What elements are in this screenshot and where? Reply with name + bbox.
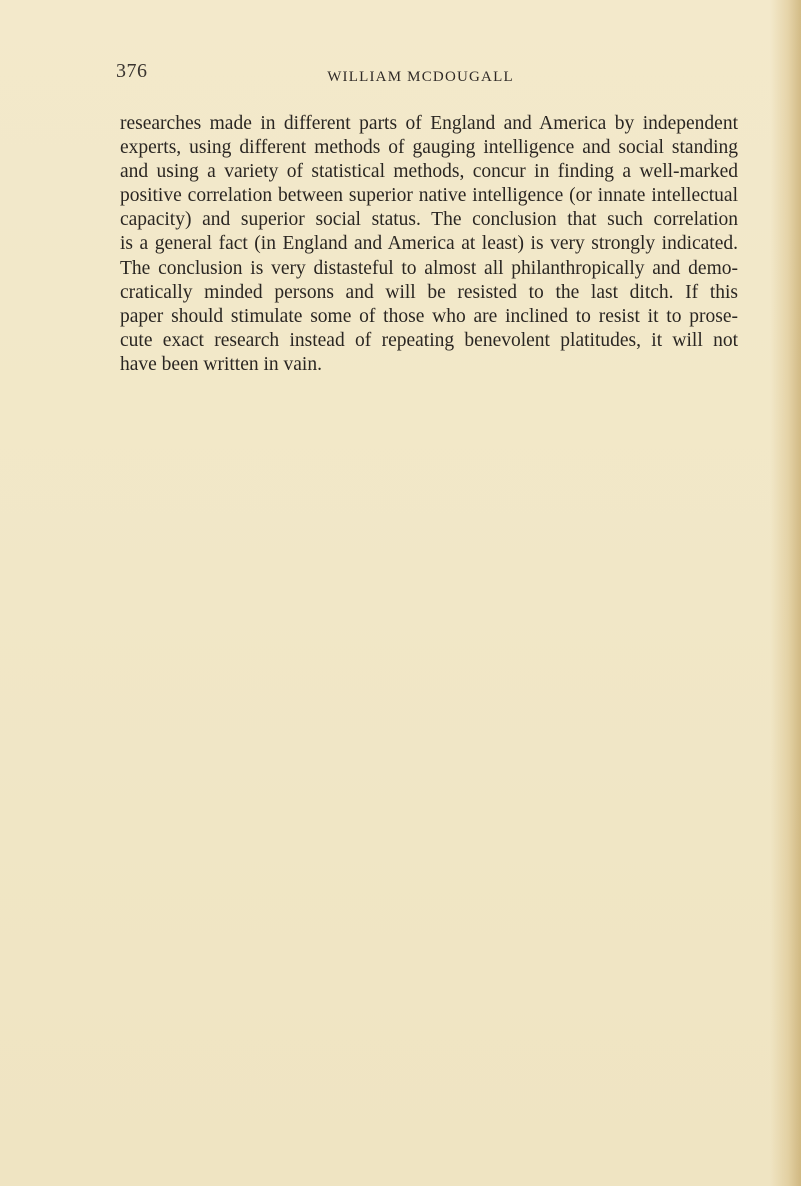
text-line: The conclusion is very distasteful to almost all philanthropically and demo- — [120, 257, 738, 279]
text-line: and using a variety of statistical methods, concur in finding a well-marked — [120, 161, 738, 183]
text-line: experts, using different methods of gauging intelligence and social standing — [120, 137, 738, 159]
text-line: is a general fact (in England and America at least) is very strongly indicated. — [120, 233, 738, 255]
running-head: WILLIAM MCDOUGALL — [327, 69, 514, 85]
page-number: 376 — [116, 60, 148, 82]
text-line: cute exact research instead of repeating benevolent platitudes, it will not — [120, 329, 738, 351]
text-line: paper should stimulate some of those who are inclined to resist it to prose- — [120, 305, 738, 327]
text-line: cratically minded persons and will be resisted to the last ditch. If this — [120, 281, 738, 303]
body-paragraph — [120, 112, 738, 377]
text-line: researches made in different parts of England and America by independent — [120, 113, 738, 134]
text-line: positive correlation between superior native intelligence (or innate intellectual — [120, 185, 738, 207]
text-line: capacity) and superior social status. The conclusion that such correlation — [120, 209, 738, 231]
text-line: have been written in vain. — [120, 353, 322, 375]
